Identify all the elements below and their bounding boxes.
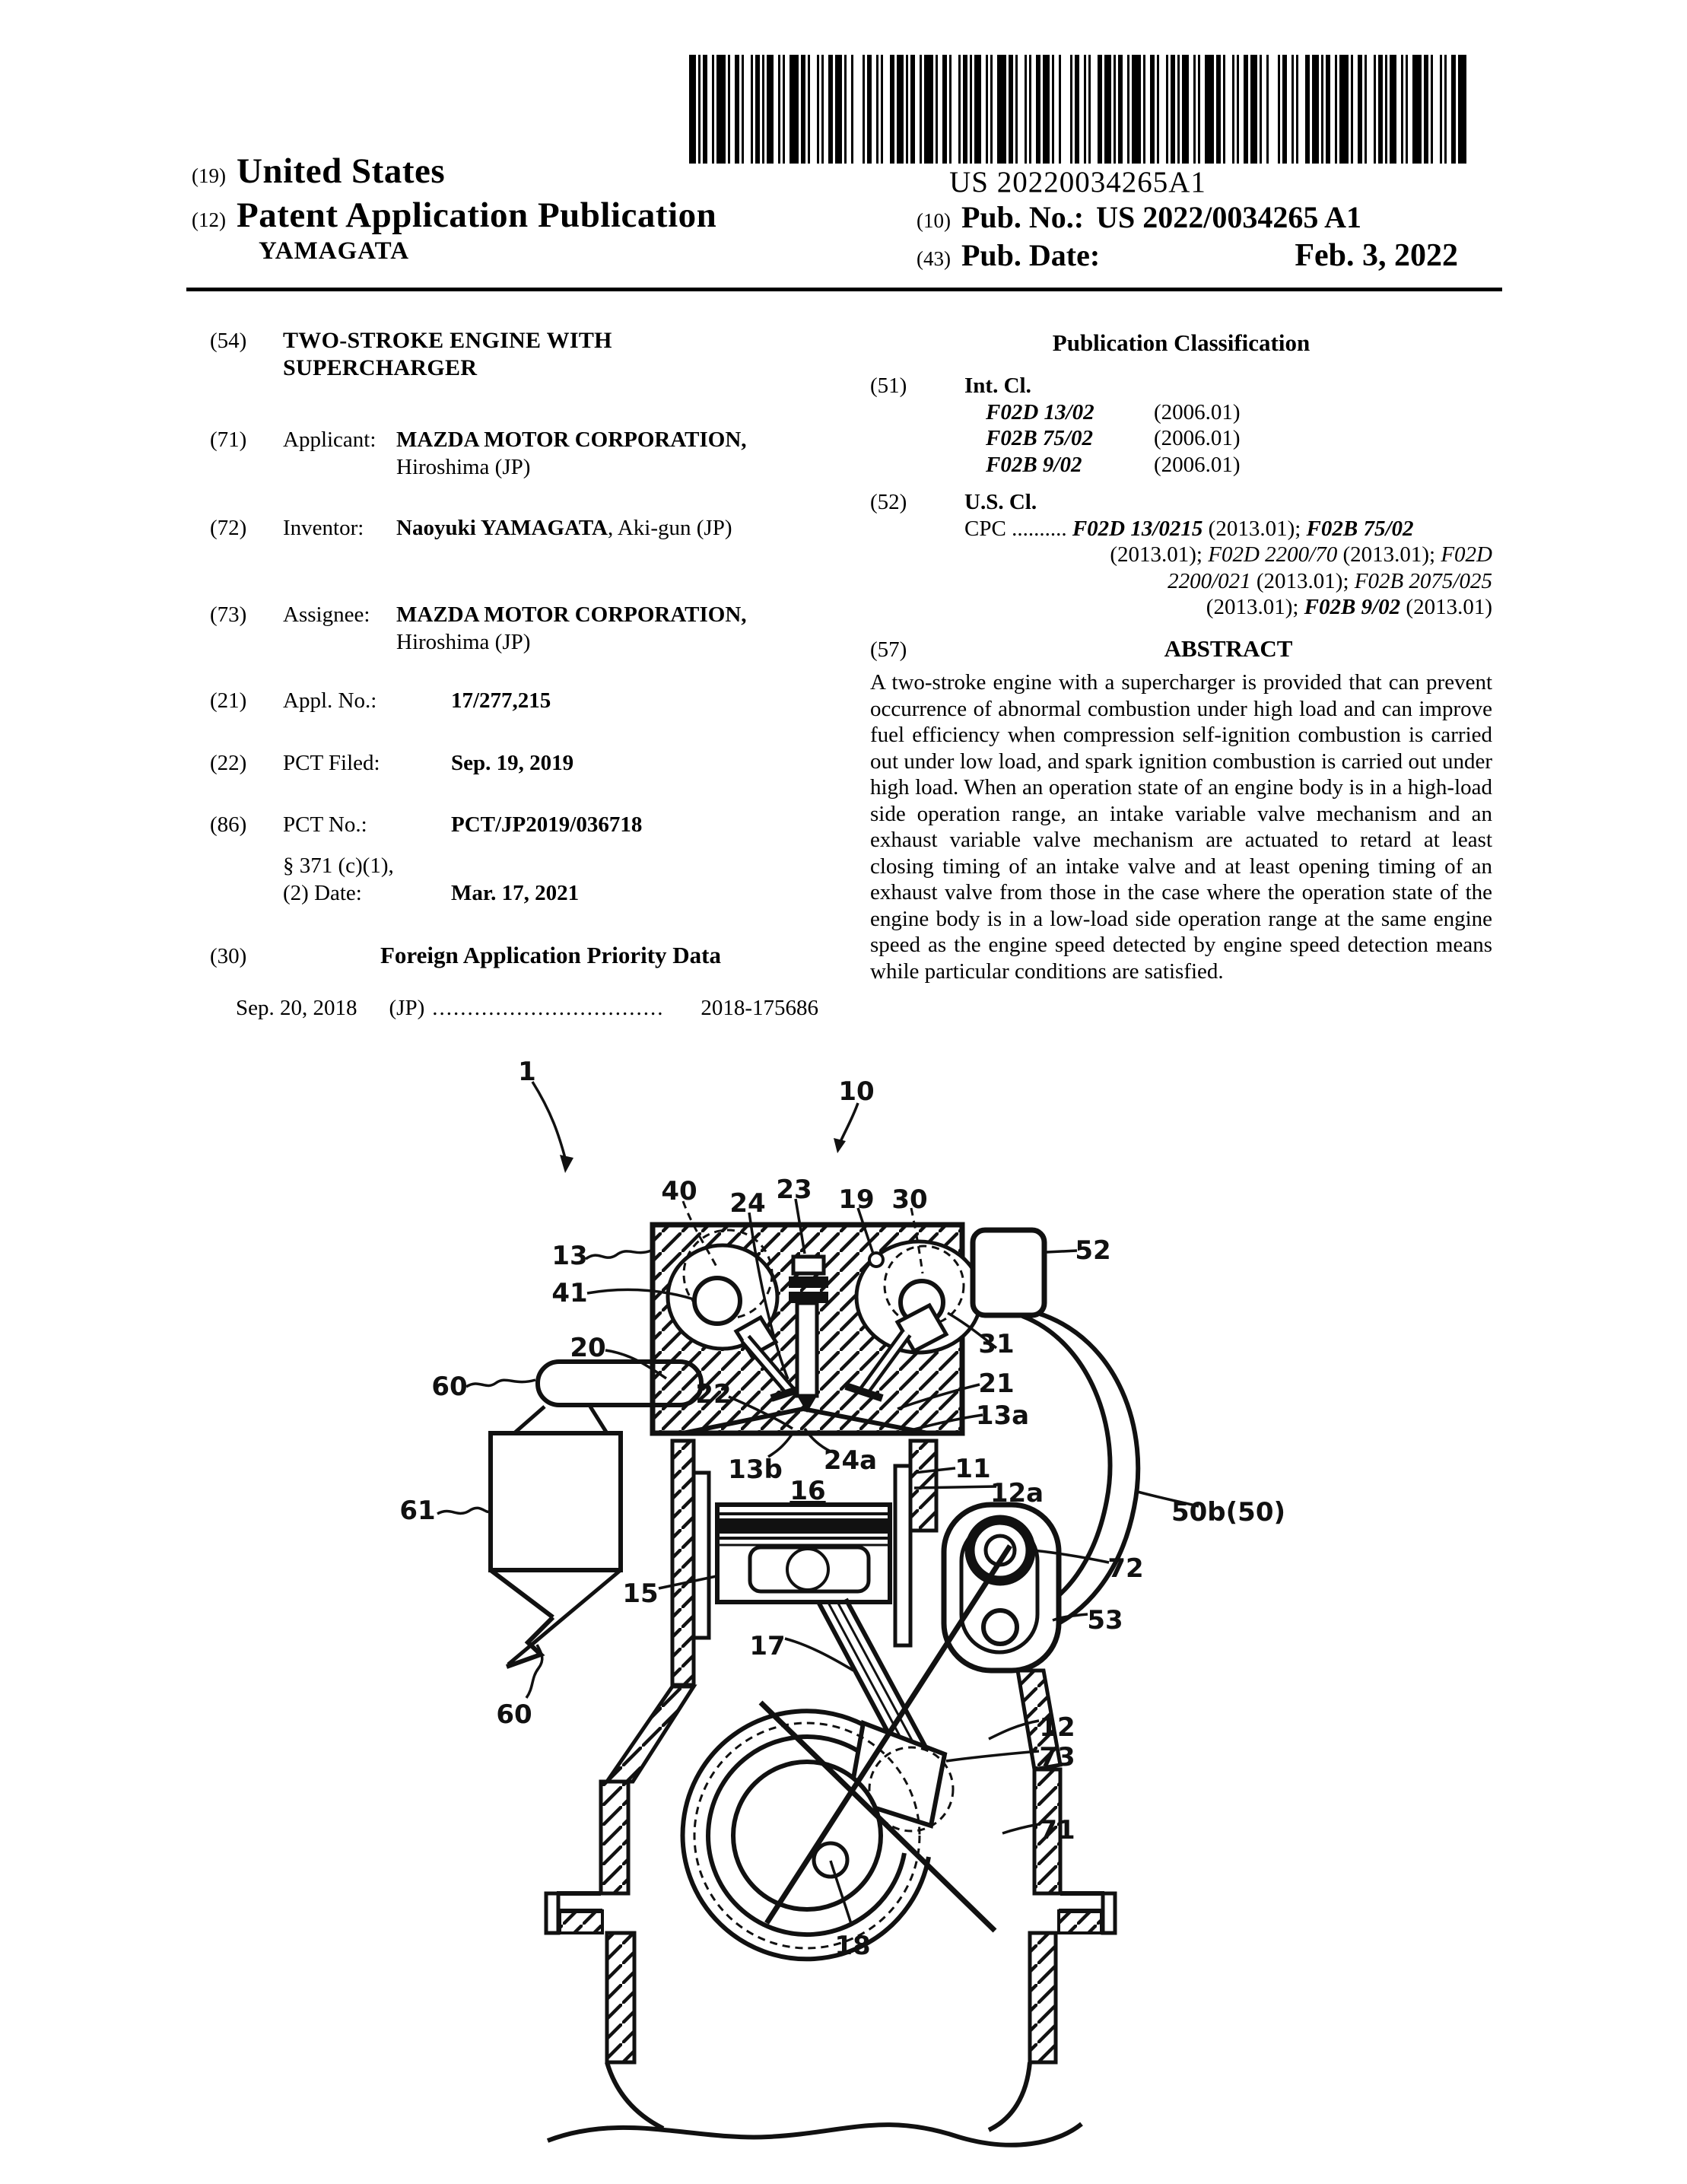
pub-date-label: Pub. Date: [961, 238, 1101, 272]
int-class-row [870, 425, 1492, 452]
masthead-inventor-row [259, 237, 409, 265]
s371-date-value: Mar. 17, 2021 [451, 881, 580, 905]
foreign-priority-code: (30) [210, 944, 247, 968]
figure-ref-60: 60 [496, 1699, 532, 1730]
pub-no-row [917, 199, 1361, 235]
figure-ref-1: 1 [518, 1057, 536, 1087]
int-class-row [870, 399, 1492, 426]
figure-ref-20: 20 [570, 1333, 606, 1363]
title-line1: TWO-STROKE ENGINE WITH [283, 328, 612, 353]
inventor-surname: YAMAGATA [259, 237, 410, 265]
figure-ref-72: 72 [1107, 1553, 1144, 1584]
priority-data-row [210, 994, 818, 1022]
country-code: (19) [192, 164, 226, 187]
s371-line1: § 371 (c)(1), [283, 854, 394, 878]
pct-no-value: PCT/JP2019/036718 [451, 812, 643, 837]
publication-classification-heading: Publication Classification [1052, 329, 1311, 356]
pct-filed-value: Sep. 19, 2019 [451, 751, 574, 775]
abstract-heading: ABSTRACT [1164, 634, 1293, 662]
figure-ref-17: 17 [749, 1631, 786, 1661]
doc-code: (12) [192, 208, 226, 231]
figure-ref-12a: 12a [990, 1478, 1044, 1508]
pct-no-code: (86) [210, 812, 247, 837]
applicant-code: (71) [210, 428, 247, 452]
int-class-code: F02B 9/02 [986, 452, 1082, 477]
inventor-residence: , Aki-gun (JP) [607, 516, 732, 540]
s371-lines [283, 852, 709, 907]
priority-number: 2018-175686 [701, 996, 818, 1020]
int-class-row [870, 452, 1492, 478]
figure-ref-50b(50): 50b(50) [1171, 1497, 1286, 1528]
pub-date-code: (43) [917, 247, 951, 270]
s371-line2 [283, 879, 709, 907]
int-class-version: (2006.01) [1154, 452, 1241, 477]
applicant-name: MAZDA MOTOR CORPORATION, [396, 428, 747, 452]
inventor-name: Naoyuki YAMAGATA [396, 516, 608, 540]
s371-block [210, 852, 818, 907]
pct-filed-code: (22) [210, 751, 247, 775]
masthead-doctype-row [192, 195, 716, 236]
figure-ref-24a: 24a [823, 1445, 878, 1476]
doc-type: Patent Application Publication [236, 196, 717, 235]
us-cl-code: (52) [870, 490, 907, 514]
appl-no-row [210, 687, 818, 714]
assignee-label: Assignee: [283, 602, 370, 627]
pub-no-value: US 2022/0034265 A1 [1096, 200, 1362, 234]
inventor-value [396, 514, 732, 542]
abstract-heading-row [870, 636, 1492, 663]
figure-ref-31: 31 [978, 1329, 1015, 1359]
pub-date-row [917, 237, 1458, 274]
priority-dot-leader: ................................. [432, 996, 665, 1020]
int-class-version: (2006.01) [1154, 399, 1241, 424]
title-line2: SUPERCHARGER [283, 355, 478, 380]
figure-ref-53: 53 [1087, 1605, 1123, 1636]
patent-figure [365, 1035, 1476, 2179]
bibliographic-column [210, 327, 818, 1022]
applicant-label: Applicant: [283, 428, 376, 452]
assignee-row [210, 601, 818, 656]
cpc-segment: F02B 9/02 [1304, 595, 1401, 619]
pub-no-code: (10) [917, 209, 951, 232]
country-name: United States [236, 151, 446, 191]
figure-ref-73: 73 [1039, 1742, 1075, 1772]
pct-filed-row [210, 749, 818, 777]
appl-no-label: Appl. No.: [283, 688, 377, 713]
applicant-city: Hiroshima (JP) [396, 455, 531, 479]
engine-cross-section-drawing [365, 1035, 1476, 2179]
cpc-segment: (2013.01); [1206, 595, 1304, 619]
abstract-code: (57) [870, 637, 907, 662]
int-cl-code: (51) [870, 374, 907, 398]
figure-ref-13b: 13b [728, 1454, 783, 1485]
pct-no-label: PCT No.: [283, 812, 367, 837]
assignee-value [396, 601, 747, 656]
barcode-image [689, 55, 1466, 164]
figure-ref-61: 61 [399, 1496, 436, 1526]
piston [717, 1505, 890, 1602]
foreign-priority-heading: Foreign Application Priority Data [380, 942, 722, 968]
cpc-segment: F02D 13/0215 [1072, 516, 1203, 541]
figure-ref-71: 71 [1039, 1815, 1075, 1845]
figure-ref-16: 16 [789, 1476, 826, 1506]
us-cl-row [870, 489, 1492, 516]
masthead-rule [186, 288, 1502, 291]
int-class-code: F02B 75/02 [986, 426, 1093, 450]
pct-no-row [210, 811, 818, 838]
int-class-version: (2006.01) [1154, 426, 1241, 450]
assignee-code: (73) [210, 602, 247, 627]
figure-ref-41: 41 [551, 1278, 588, 1308]
figure-ref-60: 60 [431, 1372, 468, 1402]
inventor-code: (72) [210, 516, 247, 540]
figure-ref-21: 21 [978, 1369, 1015, 1399]
int-cl-label: Int. Cl. [964, 374, 1031, 398]
cpc-segment: F02B 2075/025 [1354, 568, 1492, 593]
cpc-line [870, 594, 1492, 621]
abstract-text: A two-stroke engine with a supercharger is provided that can prevent occurrence of abnormal combustion under high load and can improve fuel efficiency when compression self-ignition combustion is carried out under low load, and spark ignition combustion is carried out under high load. When an operation state of an engine body is in a high-load side operation range, an intake variable valve mechanism and an exhaust variable valve mechanism are actuated to retard at least closing timing of an intake valve and at least opening timing of an exhaust valve from those in the case where the operation state of the engine body is in a low-load side operation range at the same engine speed as the engine speed detected by engine speed detection means while particular conditions are satisfied. [870, 670, 1492, 984]
cpc-segment: (2013.01) [1400, 595, 1492, 619]
priority-date: Sep. 20, 2018 [236, 996, 357, 1020]
figure-ref-19: 19 [838, 1184, 875, 1215]
applicant-value [396, 426, 747, 481]
figure-ref-15: 15 [622, 1578, 659, 1609]
invention-title [283, 327, 612, 382]
masthead-country-row [192, 151, 445, 192]
figure-ref-18: 18 [834, 1931, 871, 1961]
assignee-city: Hiroshima (JP) [396, 630, 531, 654]
figure-ref-13a: 13a [975, 1400, 1030, 1431]
title-code: (54) [210, 329, 247, 353]
figure-ref-10: 10 [838, 1076, 875, 1107]
figure-ref-30: 30 [891, 1184, 928, 1215]
barcode-number: US 20220034265A1 [949, 166, 1206, 199]
cpc-segment: (2013.01); [1203, 516, 1307, 541]
int-class-code: F02D 13/02 [986, 399, 1094, 424]
appl-no-code: (21) [210, 688, 247, 713]
assignee-name: MAZDA MOTOR CORPORATION, [396, 602, 747, 627]
figure-ref-24: 24 [729, 1188, 766, 1219]
figure-ref-23: 23 [776, 1175, 812, 1205]
cpc-segment: 2200/021 [1168, 568, 1251, 593]
cpc-line [870, 542, 1492, 568]
pub-no-label: Pub. No.: [961, 200, 1085, 234]
int-cl-row [870, 373, 1492, 399]
crankshaft [683, 1711, 953, 1959]
cpc-segment: (2013.01); [1337, 542, 1441, 567]
figure-ref-12: 12 [1039, 1712, 1075, 1743]
cpc-line [870, 516, 1492, 542]
figure-ref-13: 13 [551, 1241, 588, 1271]
appl-no-value: 17/277,215 [451, 688, 551, 713]
figure-ref-40: 40 [661, 1176, 697, 1206]
title-row [210, 327, 818, 382]
cpc-segment: F02D 2200/70 [1208, 542, 1338, 567]
pub-date-value: Feb. 3, 2022 [1295, 238, 1458, 273]
barcode-block [689, 55, 1466, 204]
pct-filed-label: PCT Filed: [283, 751, 380, 775]
inventor-label: Inventor: [283, 516, 364, 540]
cpc-segment: F02D [1441, 542, 1492, 567]
figure-ref-22: 22 [695, 1379, 732, 1410]
figure-ref-11: 11 [955, 1454, 991, 1484]
s371-date-label: (2) Date: [283, 881, 362, 905]
foreign-priority-row [210, 942, 818, 970]
cpc-segment: (2013.01); [1110, 542, 1209, 567]
cpc-line [870, 568, 1492, 595]
cpc-segment: CPC .......... [964, 516, 1072, 541]
priority-country: (JP) [389, 996, 425, 1020]
cpc-segment: F02B 75/02 [1306, 516, 1414, 541]
applicant-row [210, 426, 818, 481]
us-cl-label: U.S. Cl. [964, 490, 1037, 514]
figure-ref-52: 52 [1075, 1235, 1111, 1266]
inventor-row [210, 514, 818, 542]
cpc-segment: (2013.01); [1250, 568, 1355, 593]
classification-column [870, 329, 1492, 984]
